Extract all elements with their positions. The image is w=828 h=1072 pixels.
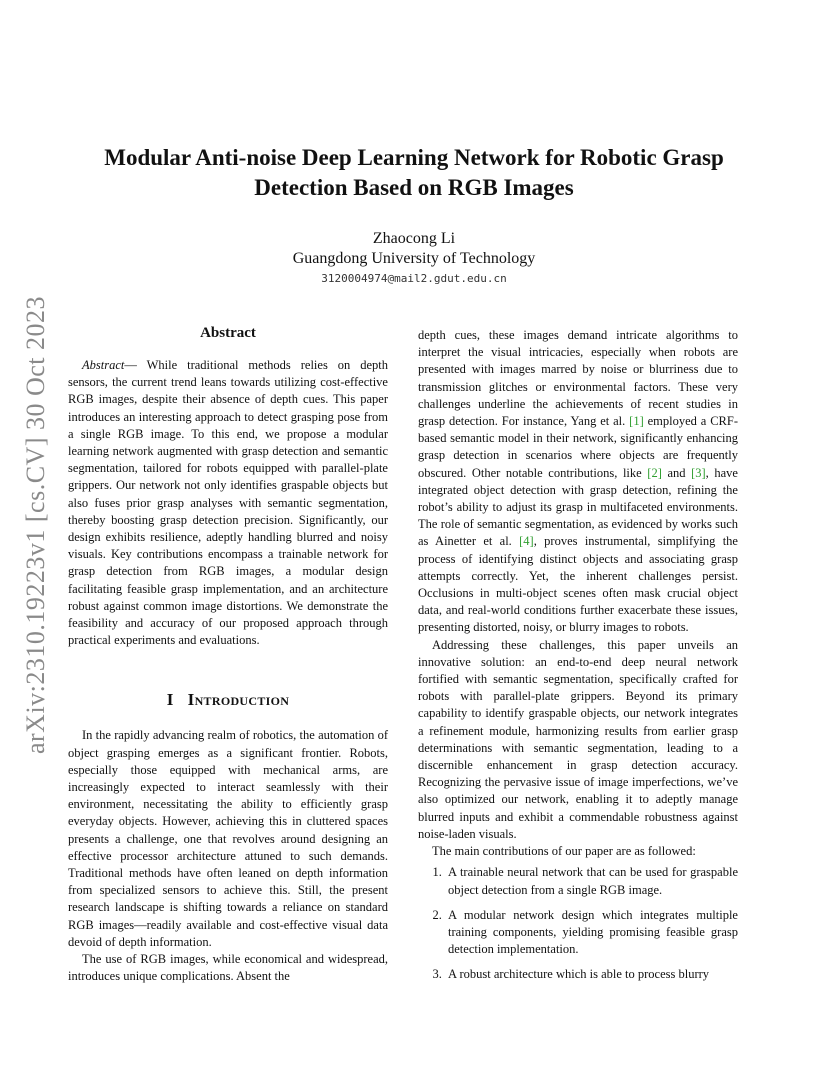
intro-paragraph-4: Addressing these challenges, this paper unveils an innovative solution: an end-to-end deep neural network fortified with semantic segmentation, specifically crafted for robots with parallel-plate grippers. Beyond its primary capability to identify graspable objects, our network integrates a refinement module, harmonizing results from earlier grasp determinations with semantic segmentation, leading to a discernible enhancement in grasp detection accuracy. Recognizing the pervasive issue of image imperfections, we’ve also optimized our network, enabling it to adeptly manage blurred inputs and exhibit a commendable robustness against noise-laden visuals. — [418, 637, 738, 841]
title-line-1: Modular Anti-noise Deep Learning Network for Robotic Grasp — [104, 145, 724, 170]
text-run: and — [661, 465, 692, 480]
right-column — [418, 327, 738, 992]
arxiv-identifier-stamp: arXiv:2310.19223v1 [cs.CV] 30 Oct 2023 — [21, 295, 50, 755]
abstract-text: — While traditional methods relies on depth sensors, the current trend leans towards utilizing cost-effective RGB images, despite their absence of depth cues. This paper introduces an interesting approach to detect grasping pose from a single RGB image. To this end, we propose a modular learning network augmented with grasp detection and semantic segmentation, tailored for robots equipped with parallel-plate grippers. Our network not only identifies graspable objects but also fuses prior grasp analyses with semantic segmentation, thereby boosting grasp detection precision. Significantly, our design exhibits resilience, adeptly handling blurred and noisy visuals. Key contributions encompass a trainable network for grasp detection from RGB images, a modular design facilitating feasible grasp implementation, and an architecture robust against common image distortions. We demonstrate the feasibility and accuracy of our proposed approach through practical experiments and evaluations. — [68, 358, 388, 648]
abstract-heading: Abstract — [200, 325, 256, 341]
section-number: I — [166, 690, 174, 710]
intro-paragraph-2: The use of RGB images, while economical and widespread, introduces unique complications. Absent the — [68, 952, 388, 984]
text-run: , have integrated object detection with grasp detection, refining the robot’s ability to adjust its grasp in multifaceted environments. The role of semantic segmentation, as evidenced by works such as Ainetter et al. — [418, 465, 738, 549]
citation-link-3[interactable]: [3] — [691, 465, 706, 480]
title-line-2: Detection Based on RGB Images — [254, 175, 574, 200]
intro-paragraph-3 — [418, 327, 738, 637]
author-email: 3120004974@mail2.gdut.edu.cn — [321, 272, 507, 285]
left-column — [68, 320, 388, 986]
section-title: Introduction — [187, 690, 290, 710]
intro-paragraph-1: In the rapidly advancing realm of robotics, the automation of object grasping emerges as a significant frontier. Robots, especially those equipped with mechanical arms, are increasingly expected to interact seamlessly with their environment, necessitating the ability to efficiently grasp everyday objects. However, achieving this in cluttered spaces presents a challenge, one that revolves around designing an effective processor architecture attuned to such demands. Traditional methods have often leaned on depth information from specialized sensors to achieve this. Still, the present research landscape is shifting towards a reliance on standard RGB images—readily available and cost-effective visual data devoid of depth information. — [68, 728, 388, 949]
contribution-item: 1. A trainable neural network that can be used for graspable object detection from a single RGB image. — [445, 864, 738, 898]
citation-link-4[interactable]: [4] — [519, 534, 534, 549]
text-run: , proves instrumental, simplifying the process of identifying distinct objects and associating grasp attempts correctly. Yet, the inherent challenges persist. Occlusions in multi-object scenes often mask crucial object data, and real-world conditions further exacerbate these issues, presenting distorted, noisy, or blurry images to robots. — [418, 534, 738, 635]
author-affiliation: Guangdong University of Technology — [292, 250, 536, 267]
intro-paragraph-5: The main contributions of our paper are as followed: — [432, 844, 696, 859]
paper-title — [60, 143, 768, 203]
abstract-label: Abstract — [82, 358, 125, 372]
citation-link-1[interactable]: [1] — [629, 414, 644, 429]
text-run: depth cues, these images demand intricate algorithms to interpret the visual intricacies, especially when robots are presented with images marred by noise or blurriness due to transmission glitches or environmental factors. These very challenges underline the achievements of recent studies in grasp detection. For instance, Yang et al. — [418, 328, 738, 429]
author-name: Zhaocong Li — [372, 230, 456, 247]
citation-link-2[interactable]: [2] — [647, 465, 662, 480]
contribution-item: 3. A robust architecture which is able to process blurry — [445, 966, 738, 983]
contributions-list — [418, 864, 738, 983]
contribution-item: 2. A modular network design which integrates multiple training components, yielding promising feasible grasp detection implementation. — [445, 907, 738, 959]
abstract-paragraph — [68, 357, 388, 649]
text-run: employed a CRF-based semantic model in their network, significantly enhancing grasp detection in scenarios where objects are frequently obscured. Other notable contributions, like — [418, 414, 739, 480]
section-heading-introduction — [68, 689, 388, 711]
